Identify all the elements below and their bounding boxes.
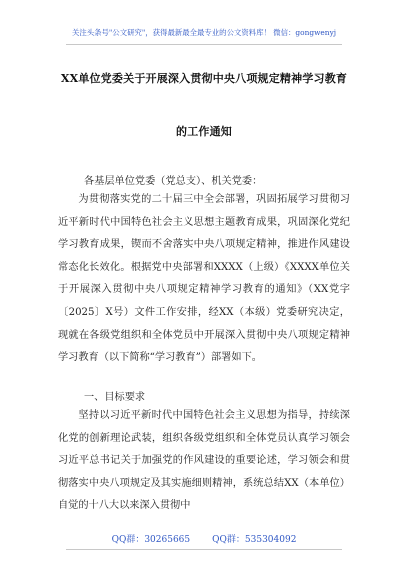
salutation: 各基层单位党委（党总支）、机关党委： xyxy=(84,176,263,187)
body-paragraph-2 xyxy=(58,405,350,518)
footer-contact xyxy=(0,532,408,545)
header-divider xyxy=(66,44,342,45)
footer-qq-group-2: QQ群：535304092 xyxy=(212,535,297,545)
paragraph-text: 坚持以习近平新时代中国特色社会主义思想为指导，持续深化党的创新理论武装，组织各级党组织和全体党员认真学习领会习近平总书记关于加强党的作风建设的重要论述，学习领会和贯彻落实中央八项规定及其实施细则精神，系统总结XX（本单位）自觉的十八大以来深入贯彻中 xyxy=(58,410,350,512)
header-banner: 关注头条号"公文研究"，获得最新最全最专业的公文资料库！ 微信：gongwenyj xyxy=(71,28,337,37)
section-heading: 一、目标要求 xyxy=(84,392,146,403)
document-title-line-1: XX单位党委关于开展深入贯彻中央八项规定精神学习教育 xyxy=(60,72,348,85)
footer-divider xyxy=(66,549,342,550)
paragraph-text: 为贯彻落实党的二十届三中全会部署，巩固拓展学习贯彻习近平新时代中国特色社会主义思想主题教育成果，巩固深化党纪学习教育成果，锲而不舍落实中央八项规定精神，推进作风建设常态化长效化。根据党中央部署和XXXX（上级）《XXXX单位关于开展深入贯彻中央八项规定精神学习教育的通知》（XX党字〔2025〕X号）文件工作安排，经XX（本级）党委研究决定，现就在各级党组织和全体党员中开展深入贯彻中央八项规定精神学习教育（以下简称“学习教育”）部署如下。 xyxy=(58,194,350,364)
body-paragraph-1 xyxy=(58,189,350,370)
document-title-line-2: 的工作通知 xyxy=(176,125,232,138)
footer-qq-group-1: QQ群：30265665 xyxy=(111,535,191,545)
